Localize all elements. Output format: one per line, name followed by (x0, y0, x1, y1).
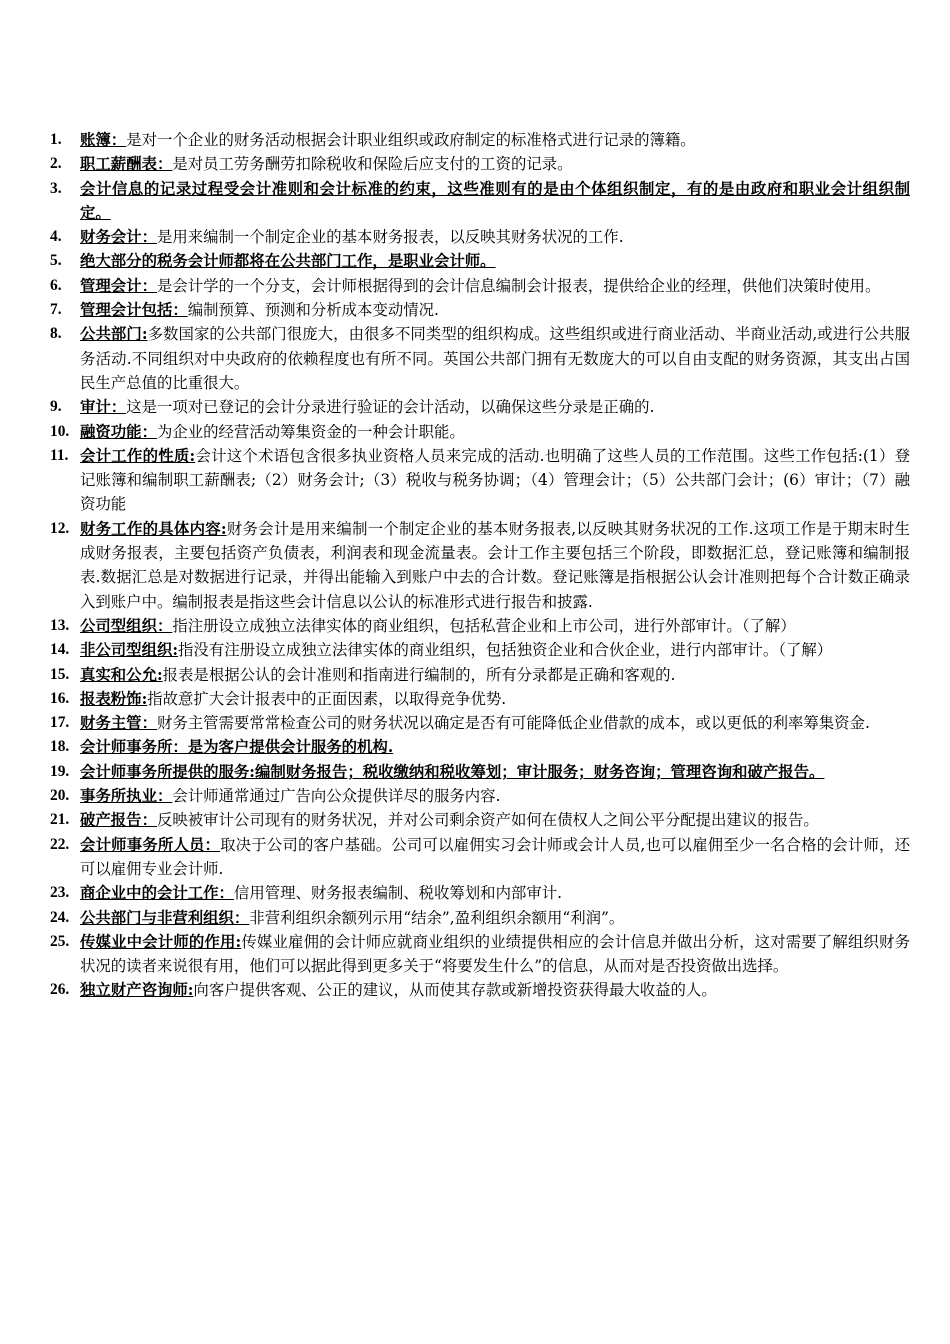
item-description: 是会计学的一个分支，会计师根据得到的会计信息编制会计报表，提供给企业的经理，供他们决策时使用。 (156, 276, 881, 295)
item-term: 财务工作的具体内容: (80, 519, 227, 538)
list-item (50, 225, 910, 249)
item-description: 向客户提供客观、公正的建议，从而使其存款或新增投资获得最大收益的人。 (193, 981, 717, 1000)
item-number: 9. (50, 398, 62, 416)
item-description: 会计师事务所：是为客户提供会计服务的机构. (80, 738, 394, 757)
item-number: 7. (50, 301, 62, 319)
item-description: 信用管理、财务报表编制、税收筹划和内部审计. (233, 884, 563, 903)
list-item (50, 420, 910, 444)
item-description: 传媒业雇佣的会计师应就商业组织的业绩提供相应的会计信息并做出分析，这对需要了解组织财务状况的读者来说很有用，他们可以据此得到更多关于“将要发生什么”的信息，从而对是否投资做出选择。 (80, 932, 910, 976)
item-term: 真实和公允: (80, 665, 163, 684)
item-number: 20. (50, 787, 70, 805)
item-description: 非营利组织余额列示用“结余”,盈利组织余额用“利润”。 (249, 908, 625, 927)
list-item (50, 808, 910, 832)
item-term: 管理会计包括： (80, 301, 188, 320)
item-description: 会计师通常通过广告向公众提供详尽的服务内容. (172, 787, 501, 806)
list-item (50, 128, 910, 152)
item-number: 1. (50, 131, 62, 148)
list-item (50, 249, 910, 273)
item-number: 10. (50, 422, 70, 440)
item-number: 23. (50, 884, 70, 902)
list-item (50, 930, 910, 979)
item-term: 融资功能： (80, 422, 157, 441)
item-number: 8. (50, 325, 62, 343)
item-number: 22. (50, 835, 70, 853)
list-item (50, 711, 910, 735)
item-term: 账簿： (80, 131, 127, 149)
list-item (50, 322, 910, 395)
list-item (50, 735, 910, 759)
item-term: 财务会计： (80, 228, 157, 247)
item-description: 取决于公司的客户基础。公司可以雇佣实习会计师或会计人员,也可以雇佣至少一名合格的会计师，还可以雇佣专业会计师. (80, 835, 910, 878)
item-number: 18. (50, 738, 70, 756)
list-item (50, 152, 910, 176)
item-number: 26. (50, 981, 70, 999)
item-number: 25. (50, 932, 70, 950)
list-item (50, 614, 910, 638)
item-number: 21. (50, 811, 70, 829)
item-description: 是对一个企业的财务活动根据会计职业组织或政府制定的标准格式进行记录的簿籍。 (126, 131, 696, 149)
list-item (50, 298, 910, 322)
item-number: 19. (50, 762, 70, 780)
list-item (50, 784, 910, 808)
list-item (50, 881, 910, 905)
item-description: 指没有注册设立成独立法律实体的商业组织，包括独资企业和合伙企业，进行内部审计。（了解） (178, 641, 833, 660)
item-number: 2. (50, 155, 62, 173)
list-item (50, 444, 910, 517)
item-term: 破产报告： (80, 811, 157, 830)
item-description: 会计信息的记录过程受会计准则和会计标准的约束，这些准则有的是由个体组织制定，有的是由政府和职业会计组织制定。 (80, 179, 910, 222)
item-number: 16. (50, 689, 70, 707)
list-item (50, 687, 910, 711)
item-number: 14. (50, 641, 70, 659)
item-number: 13. (50, 616, 70, 634)
item-description: 为企业的经营活动筹集资金的一种会计职能。 (156, 422, 465, 441)
item-description: 反映被审计公司现有的财务状况，并对公司剩余资产如何在债权人之间公平分配提出建议的报告。 (156, 811, 819, 830)
list-item (50, 978, 910, 1002)
list-item (50, 395, 910, 419)
item-description: 编制预算、预测和分析成本变动情况. (187, 301, 439, 320)
item-description: 指注册设立成独立法律实体的商业组织，包括私营企业和上市公司，进行外部审计。（了解） (172, 616, 796, 635)
list-item (50, 833, 910, 882)
item-description: 会计这个术语包含很多执业资格人员来完成的活动.也明确了这些人员的工作范围。这些工作包括:(1）登记账簿和编制职工薪酬表;（2）财务会计;（3）税收与税务协调；（4）管理会计；（5）公共部门会计；(6）审计；（7）融资功能 (80, 446, 910, 514)
list-item (50, 517, 910, 614)
item-description: 报表是根据公认的会计准则和指南进行编制的，所有分录都是正确和客观的. (162, 665, 676, 684)
list-item (50, 638, 910, 662)
definition-list (50, 128, 910, 1003)
item-term: 管理会计： (80, 276, 157, 295)
item-term: 传媒业中会计师的作用: (80, 932, 242, 951)
item-description: 指故意扩大会计报表中的正面因素，以取得竞争优势. (147, 689, 507, 708)
item-term: 商企业中的会计工作： (80, 884, 234, 903)
item-term: 公司型组织： (80, 616, 173, 635)
item-term: 独立财产咨询师: (80, 981, 194, 1000)
item-number: 4. (50, 228, 62, 246)
item-term: 事务所执业： (80, 787, 173, 806)
item-description: 会计师事务所提供的服务:编制财务报告；税收缴纳和税收筹划；审计服务；财务咨询；管理咨询和破产报告。 (80, 762, 825, 781)
list-item (50, 274, 910, 298)
item-description: 财务主管需要常常检查公司的财务状况以确定是否有可能降低企业借款的成本，或以更低的利率筹集资金. (156, 714, 870, 733)
list-item (50, 177, 910, 226)
item-term: 会计师事务所人员： (80, 835, 221, 854)
item-number: 11. (50, 446, 69, 464)
item-term: 职工薪酬表： (80, 155, 173, 174)
item-description: 财务会计是用来编制一个制定企业的基本财务报表,以反映其财务状况的工作.这项工作是于期末时生成财务报表，主要包括资产负债表，利润表和现金流量表。会计工作主要包括三个阶段，即数据汇总，登记账簿和编制报表.数据汇总是对数据进行记录，并得出能输入到账户中去的合计数。登记账簿是指根据公认会计准则把每个合计数正确录入到账户中。编制报表是指这些会计信息以公认的标准形式进行报告和披露. (80, 519, 910, 611)
item-number: 17. (50, 714, 70, 732)
item-number: 12. (50, 519, 70, 537)
item-description: 绝大部分的税务会计师都将在公共部门工作，是职业会计师。 (80, 252, 496, 271)
item-number: 3. (50, 179, 62, 197)
item-number: 24. (50, 908, 70, 926)
item-description: 是用来编制一个制定企业的基本财务报表，以反映其财务状况的工作. (156, 228, 624, 247)
item-description: 是对员工劳务酬劳扣除税收和保险后应支付的工资的记录。 (172, 155, 573, 174)
item-term: 公共部门: (80, 325, 148, 344)
list-item (50, 663, 910, 687)
item-number: 15. (50, 665, 70, 683)
item-term: 公共部门与非营利组织： (80, 908, 250, 927)
list-item (50, 906, 910, 930)
item-term: 报表粉饰: (80, 689, 148, 708)
item-term: 财务主管： (80, 714, 157, 733)
list-item (50, 760, 910, 784)
item-term: 非公司型组织: (80, 641, 179, 660)
item-number: 5. (50, 252, 62, 270)
item-term: 审计： (80, 398, 127, 417)
item-description: 多数国家的公共部门很庞大，由很多不同类型的组织构成。这些组织或进行商业活动、半商业活动,或进行公共服务活动.不同组织对中央政府的依赖程度也有所不同。英国公共部门拥有无数庞大的可以自由支配的财务资源，其支出占国民生产总值的比重很大。 (80, 325, 910, 392)
item-description: 这是一项对已登记的会计分录进行验证的会计活动，以确保这些分录是正确的. (126, 398, 655, 417)
item-term: 会计工作的性质: (80, 446, 196, 465)
item-number: 6. (50, 276, 62, 294)
